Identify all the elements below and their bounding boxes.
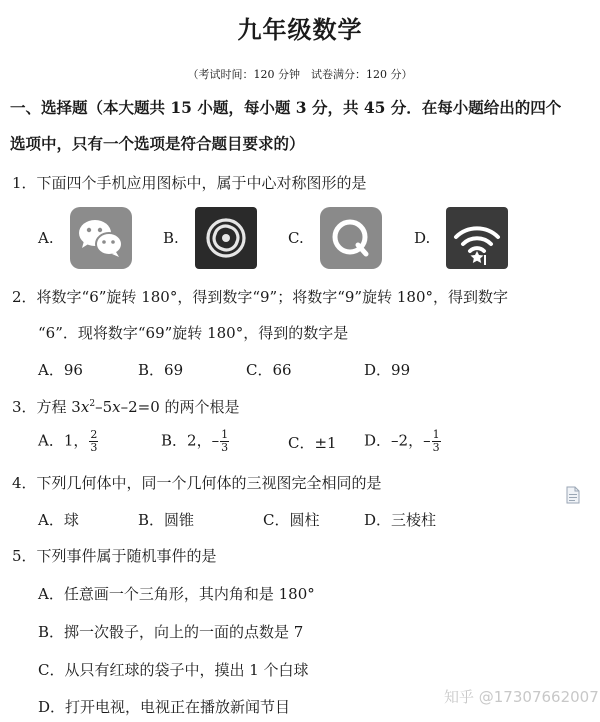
q1-option-c-label: C. <box>288 229 304 247</box>
exam-info: （考试时间：120 分钟 试卷满分：120 分） <box>187 68 413 81</box>
q3-option-b: B．2，– $\frac{1}{3}$ <box>161 428 229 454</box>
watermark: 知乎 @17307662007 <box>444 688 599 706</box>
q1-option-a-label: A. <box>38 229 54 247</box>
q5-option-d: D．打开电视，电视正在播放新闻节目 <box>38 698 291 716</box>
question-2-line1: 2．将数字“6”旋转 180°，得到数字“9”；将数字“9”旋转 180°，得到数字 <box>12 288 508 306</box>
section-heading-line1: 一、选择题（本大题共 15 小题，每小题 3 分，共 45 分．在每小题给出的四个 <box>10 98 562 117</box>
q2-option-c: C．66 <box>246 361 292 379</box>
q5-option-b: B．掷一次骰子，向上的一面的点数是 7 <box>38 623 304 641</box>
q2-option-d: D．99 <box>364 361 411 379</box>
q4-option-d: D．三棱柱 <box>364 511 437 529</box>
q4-option-a: A．球 <box>38 511 79 529</box>
question-2-line2: “6”．现将数字“69”旋转 180°，得到的数字是 <box>38 324 349 342</box>
question-1: 1．下面四个手机应用图标中，属于中心对称图形的是 <box>12 174 367 192</box>
q4-option-b: B．圆锥 <box>138 511 195 529</box>
q1-option-d-label: D. <box>414 229 431 247</box>
q5-option-c: C．从只有红球的袋子中，摸出 1 个白球 <box>38 661 309 679</box>
q2-option-b: B．69 <box>138 361 184 379</box>
q3-option-a: A．1， $\frac{2}{3}$ <box>38 428 98 454</box>
q-circle-icon <box>320 207 382 269</box>
q3-option-c: C．±1 <box>288 434 337 452</box>
section-heading-line2: 选项中，只有一个选项是符合题目要求的） <box>10 134 305 153</box>
fengyun-icon <box>195 207 257 269</box>
document-icon[interactable] <box>566 486 580 504</box>
wifi-icon <box>446 207 508 269</box>
q2-option-a: A．96 <box>38 361 83 379</box>
page-title: 九年级数学 <box>237 15 363 44</box>
q1-option-b-label: B. <box>163 229 179 247</box>
q5-option-a: A．任意画一个三角形，其内角和是 180° <box>38 585 315 603</box>
question-4: 4．下列几何体中，同一个几何体的三视图完全相同的是 <box>12 474 382 492</box>
question-5: 5．下列事件属于随机事件的是 <box>12 547 217 565</box>
wechat-icon <box>70 207 132 269</box>
question-3: 3．方程 $3x^2-5x-2=0$ 的两个根是 <box>12 398 240 416</box>
q3-option-d: D．–2，– $\frac{1}{3}$ <box>364 428 440 454</box>
q4-option-c: C．圆柱 <box>263 511 320 529</box>
